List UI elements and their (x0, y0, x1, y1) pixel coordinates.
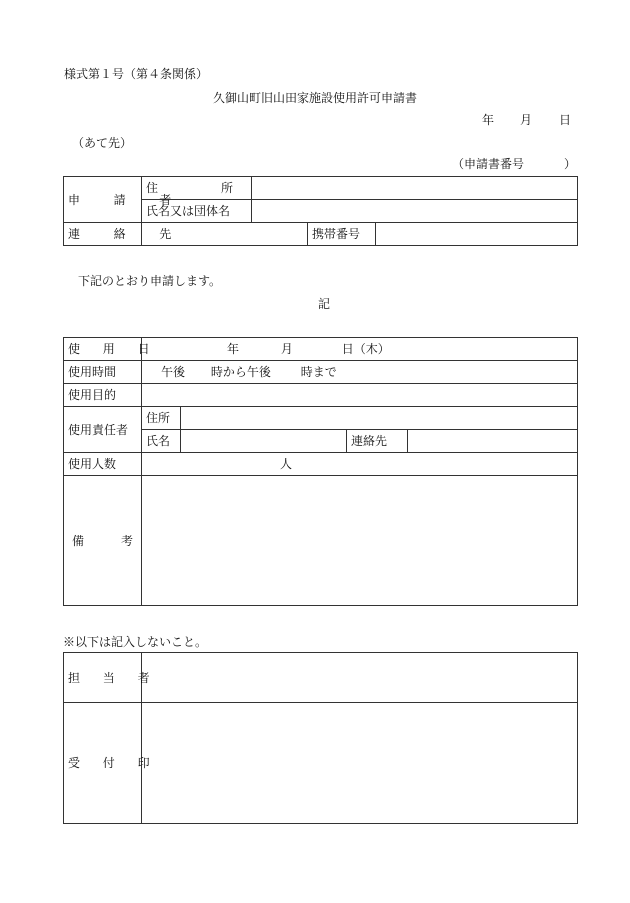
manager-label: 使用責任者 (68, 422, 129, 437)
use-time-pm: 午後 (161, 365, 186, 379)
notes-label-2: 考 (120, 533, 133, 548)
staff-label-cell (64, 653, 156, 703)
stamp-label: 受 付 印 (68, 756, 156, 770)
manager-address-field[interactable] (181, 407, 578, 430)
count-unit: 人 (280, 457, 293, 471)
count-label-cell (64, 453, 142, 476)
date-day-label: 日 (559, 113, 572, 127)
details-table (63, 337, 578, 606)
mobile-label-cell (308, 223, 376, 246)
applicant-table (63, 176, 578, 246)
use-date-year: 年 (227, 342, 240, 356)
count-field[interactable] (142, 453, 578, 476)
date-month-label: 月 (520, 113, 533, 127)
staff-label: 担 当 者 (68, 670, 156, 685)
name-label: 氏名又は団体名 (146, 204, 231, 218)
applicant-label: 申 請 者 (68, 192, 183, 207)
staff-field (142, 653, 578, 703)
use-date-day: 日（木） (341, 342, 390, 356)
contact-label: 連 絡 先 (68, 227, 183, 241)
use-time-to: 時まで (300, 365, 337, 379)
application-number-close: ） (564, 157, 577, 171)
purpose-label-cell (64, 384, 142, 407)
manager-address-label: 住所 (146, 411, 171, 425)
use-date-label-cell (64, 338, 156, 361)
use-date-label: 使 用 日 (68, 342, 156, 356)
office-table (63, 652, 578, 824)
ki-heading: 記 (318, 297, 331, 311)
page-title: 久御山町旧山田家施設使用許可申請書 (213, 91, 418, 105)
use-time-field[interactable] (142, 361, 578, 384)
manager-contact-field[interactable] (408, 430, 578, 453)
applicant-name-field[interactable] (252, 200, 578, 223)
mobile-label: 携帯番号 (312, 227, 361, 241)
address-label-2: 所 (220, 181, 233, 195)
applicant-mobile-field[interactable] (376, 223, 578, 246)
date-year-label: 年 (482, 113, 495, 127)
manager-name-label: 氏名 (146, 434, 171, 448)
manager-name-field[interactable] (181, 430, 347, 453)
count-label: 使用人数 (68, 457, 117, 471)
notes-label-cell (64, 476, 142, 606)
notes-field[interactable] (142, 476, 578, 606)
use-date-month: 月 (280, 342, 293, 356)
contact-label-cell (64, 223, 183, 246)
purpose-label: 使用目的 (68, 388, 117, 402)
use-date-field[interactable] (142, 338, 578, 361)
manager-label-cell (64, 407, 142, 453)
purpose-field[interactable] (142, 384, 578, 407)
notes-label-1: 備 (72, 533, 85, 548)
use-time-label: 使用時間 (68, 365, 117, 379)
use-time-from: 時から午後 (210, 365, 271, 379)
manager-name-label-cell (142, 430, 181, 453)
stamp-field (142, 703, 578, 824)
stamp-label-cell (64, 703, 156, 824)
office-use-note: ※以下は記入しないこと。 (63, 635, 208, 649)
intro-text: 下記のとおり申請します。 (78, 274, 222, 288)
applicant-label-cell (64, 177, 183, 223)
manager-contact-label: 連絡先 (351, 434, 388, 448)
applicant-address-field[interactable] (252, 177, 578, 200)
use-time-label-cell (64, 361, 142, 384)
addressee-label: （あて先） (72, 136, 133, 150)
manager-address-label-cell (142, 407, 181, 430)
form-number: 様式第１号（第４条関係） (64, 67, 209, 81)
manager-contact-label-cell (347, 430, 408, 453)
address-label-1: 住 (146, 181, 159, 195)
application-number-label: （申請書番号 (452, 157, 525, 171)
